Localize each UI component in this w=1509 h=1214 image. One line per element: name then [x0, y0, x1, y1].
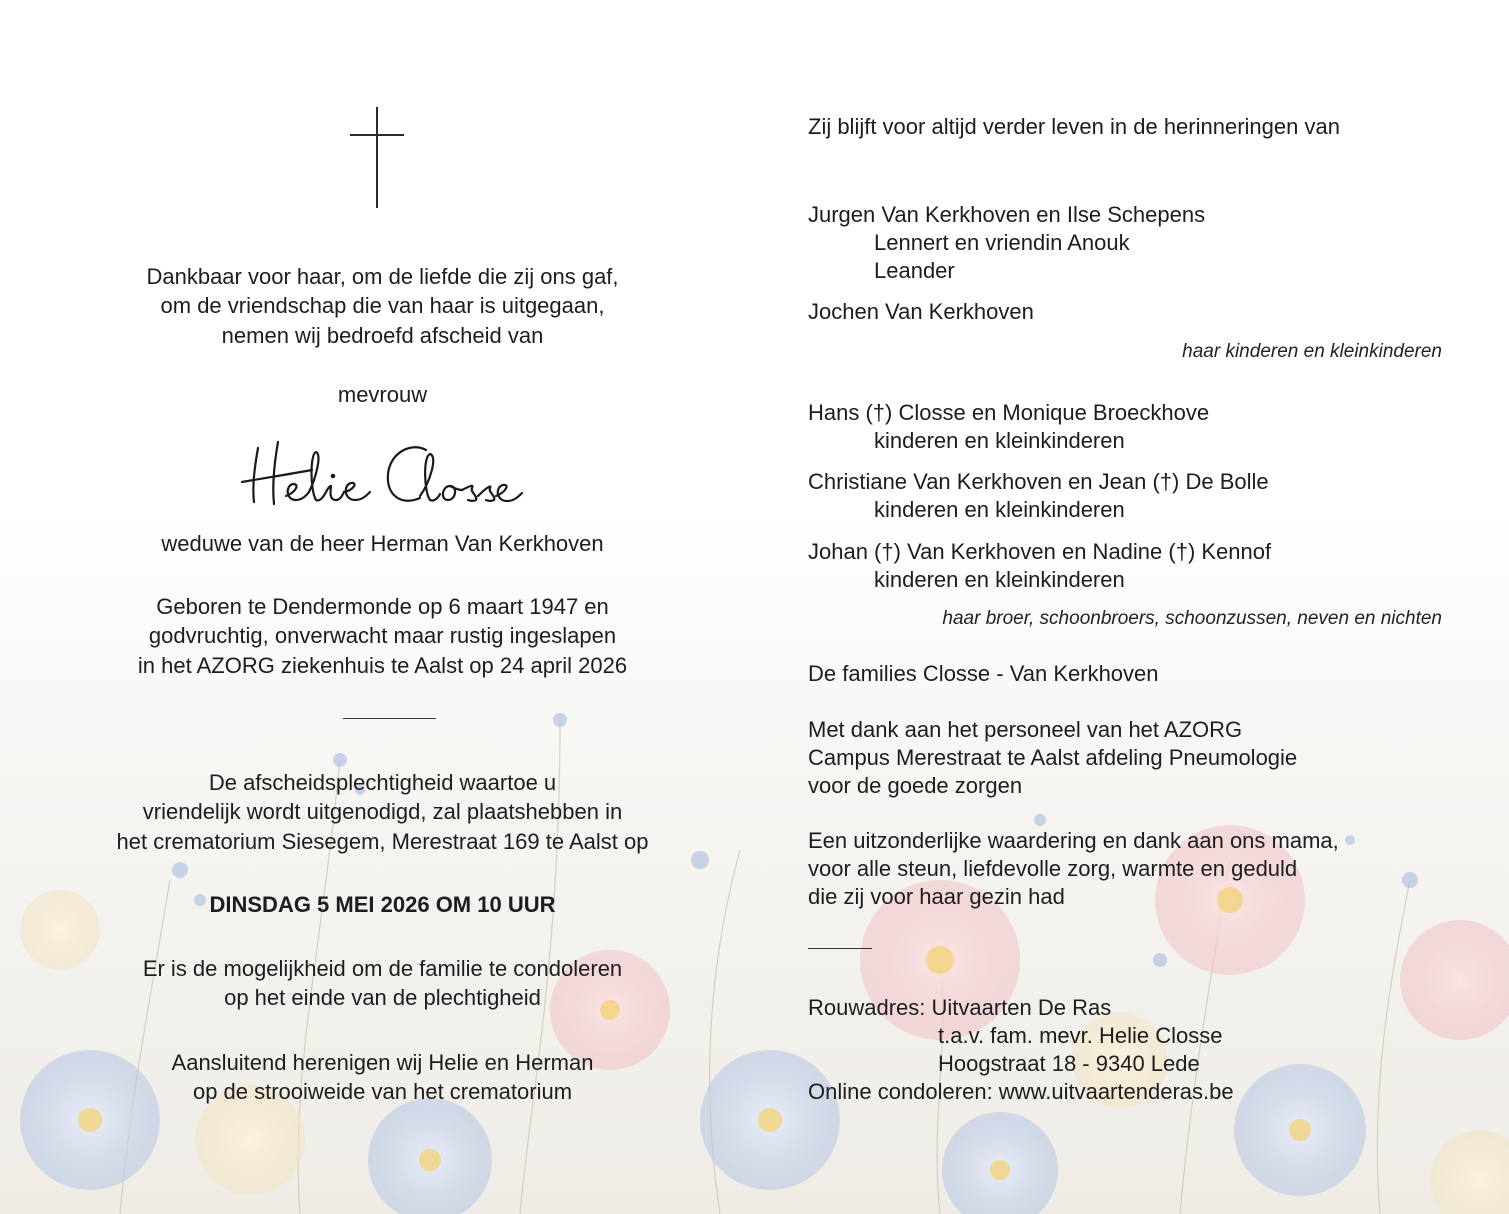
thanks-line: voor de goede zorgen: [808, 773, 1023, 798]
birth-text: [90, 592, 675, 680]
birth-line: in het AZORG ziekenhuis te Aalst op 24 april 2026: [137, 652, 628, 678]
intro-line: nemen wij bedroefd afscheid van: [221, 322, 544, 348]
sibling-subline: kinderen en kleinkinderen: [874, 567, 1125, 592]
sibling-line: Johan (†) Van Kerkhoven en Nadine (†) Kennof: [808, 539, 1272, 564]
divider: [343, 718, 436, 719]
name-signature: [90, 430, 675, 520]
condolence-line: Er is de mogelijkheid om de familie te condoleren: [142, 956, 623, 981]
sibling-group-2: [808, 468, 1269, 524]
closing-text: [90, 1048, 675, 1107]
thanks-text: [808, 716, 1297, 800]
closing-line: Aansluitend herenigen wij Helie en Herman: [171, 1050, 594, 1075]
condolence-text: [90, 954, 675, 1013]
widow-text: [90, 529, 675, 558]
closing-line: op de strooiweide van het crematorium: [192, 1079, 573, 1105]
sibling-subline: kinderen en kleinkinderen: [874, 497, 1125, 522]
appreciation-line: Een uitzonderlijke waardering en dank aan ons mama,: [808, 828, 1339, 853]
sibling-line: Christiane Van Kerkhoven en Jean (†) De Bolle: [808, 469, 1269, 494]
family-line: Jurgen Van Kerkhoven en Ilse Schepens: [808, 202, 1206, 227]
memory-heading: Zij blijft voor altijd verder leven in de herinneringen van: [808, 114, 1340, 139]
families-line: De families Closse - Van Kerkhoven: [808, 661, 1159, 686]
address-line: Rouwadres: Uitvaarten De Ras: [808, 995, 1112, 1020]
online-condolence-link[interactable]: Online condoleren: www.uitvaartenderas.be: [808, 1079, 1234, 1104]
family-subline: Leander: [874, 258, 955, 283]
ceremony-line: het crematorium Siesegem, Merestraat 169 te Aalst op: [116, 828, 649, 854]
thanks-line: Campus Merestraat te Aalst afdeling Pneumologie: [808, 745, 1298, 770]
appreciation-line: voor alle steun, liefdevolle zorg, warmte en geduld: [808, 856, 1298, 881]
sibling-subline: kinderen en kleinkinderen: [874, 428, 1125, 453]
widow-line: weduwe van de heer Herman Van Kerkhoven: [161, 531, 604, 556]
birth-line: Geboren te Dendermonde op 6 maart 1947 en: [156, 594, 609, 619]
ceremony-line: vriendelijk wordt uitgenodigd, zal plaatshebben in: [142, 799, 623, 825]
ceremony-text: [90, 768, 675, 856]
cross-icon: [350, 107, 404, 209]
ceremony-line: De afscheidsplechtigheid waartoe u: [208, 770, 557, 795]
intro-line: om de vriendschap die van haar is uitgegaan,: [160, 293, 605, 319]
date-line: DINSDAG 5 MEI 2026 OM 10 UUR: [209, 892, 556, 917]
title-text: [90, 380, 675, 409]
address-line: t.a.v. fam. mevr. Helie Closse: [938, 1023, 1223, 1048]
children-relation: haar kinderen en kleinkinderen: [1182, 341, 1442, 362]
divider: [808, 948, 872, 949]
condolence-line: op het einde van de plechtigheid: [224, 985, 541, 1011]
address-block: [808, 994, 1234, 1106]
thanks-line: Met dank aan het personeel van het AZORG: [808, 717, 1243, 742]
siblings-relation: haar broer, schoonbroers, schoonzussen, neven en nichten: [942, 608, 1442, 629]
salutation: mevrouw: [337, 382, 428, 407]
intro-line: Dankbaar voor haar, om de liefde die zij ons gaf,: [146, 264, 619, 289]
sibling-line: Hans (†) Closse en Monique Broeckhove: [808, 400, 1210, 425]
birth-line: godvruchtig, onverwacht maar rustig ingeslapen: [148, 623, 617, 649]
appreciation-text: [808, 827, 1339, 911]
family-line-2: Jochen Van Kerkhoven: [808, 299, 1034, 324]
sibling-group-1: [808, 399, 1209, 455]
intro-text: [90, 262, 675, 350]
sibling-group-3: [808, 538, 1271, 594]
appreciation-line: die zij voor haar gezin had: [808, 884, 1065, 909]
family-subline: Lennert en vriendin Anouk: [874, 230, 1130, 255]
name-text: [90, 0, 91, 1]
address-line: Hoogstraat 18 - 9340 Lede: [938, 1051, 1200, 1076]
children-group: [808, 201, 1205, 285]
ceremony-date: [90, 890, 675, 919]
